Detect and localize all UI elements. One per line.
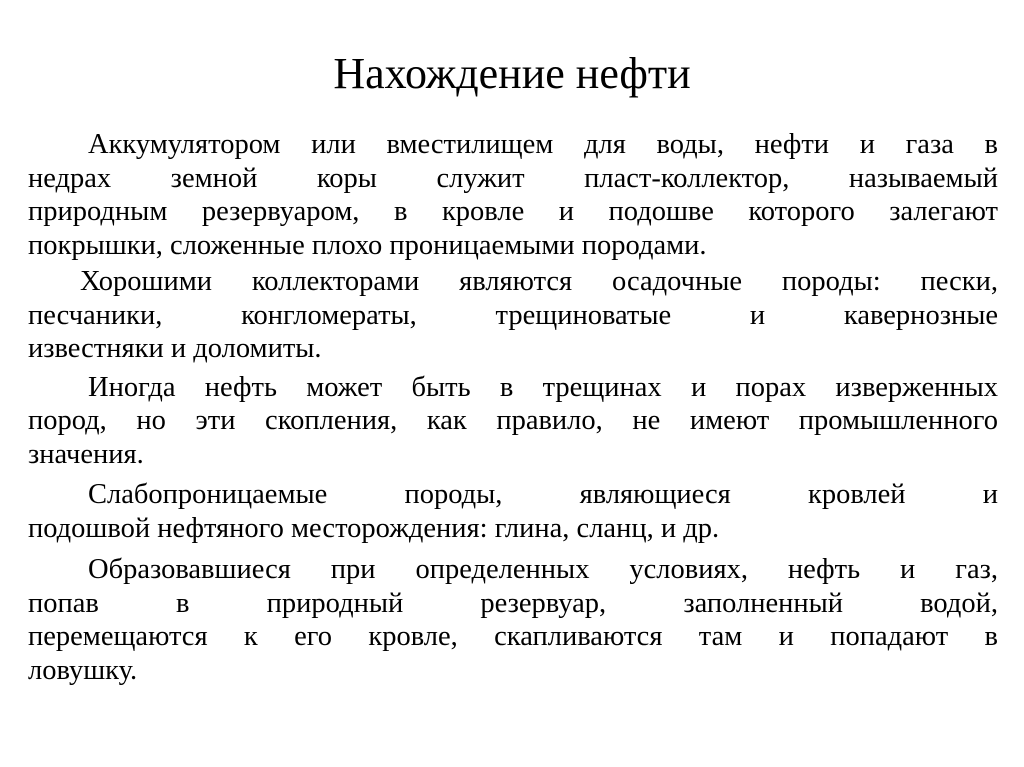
text-line: покрышки, сложенные плохо проницаемыми породами.	[28, 229, 707, 261]
text-line: перемещаются к его кровле, скапливаются там и попадают в	[28, 621, 998, 652]
text-line: Иногда нефть может быть в трещинах и порах изверженных	[88, 371, 998, 403]
paragraph-caprock	[28, 478, 998, 545]
paragraph-collectors	[28, 265, 998, 366]
text-line: подошвой нефтяного месторождения: глина, сланц, и др.	[28, 512, 720, 544]
text-line: Аккумулятором или вместилищем для воды, нефти и газа в	[88, 129, 998, 160]
slide-body	[28, 128, 998, 687]
paragraph-migration	[28, 553, 998, 687]
text-line: природным резервуаром, в кровле и подошве которого залегают	[28, 196, 998, 227]
text-line: Слабопроницаемые породы, являющиеся кровлей и	[88, 479, 998, 510]
text-line: ловушку.	[28, 654, 138, 686]
slide-title: Нахождение нефти	[333, 49, 691, 98]
text-line: значения.	[28, 438, 144, 470]
text-line: песчаники, конгломераты, трещиноватые и кавернозные	[28, 299, 998, 331]
text-line: известняки и доломиты.	[28, 333, 322, 364]
text-line: Образовавшиеся при определенных условиях, нефть и газ,	[88, 554, 998, 585]
text-line: недрах земной коры служит пласт-коллектор, называемый	[28, 162, 998, 194]
paragraph-igneous	[28, 371, 998, 472]
paragraph-reservoir	[28, 128, 998, 262]
text-line: пород, но эти скопления, как правило, не имеют промышленного	[28, 405, 998, 436]
text-line: Хорошими коллекторами являются осадочные породы: пески,	[80, 266, 998, 297]
text-line: попав в природный резервуар, заполненный водой,	[28, 587, 998, 619]
